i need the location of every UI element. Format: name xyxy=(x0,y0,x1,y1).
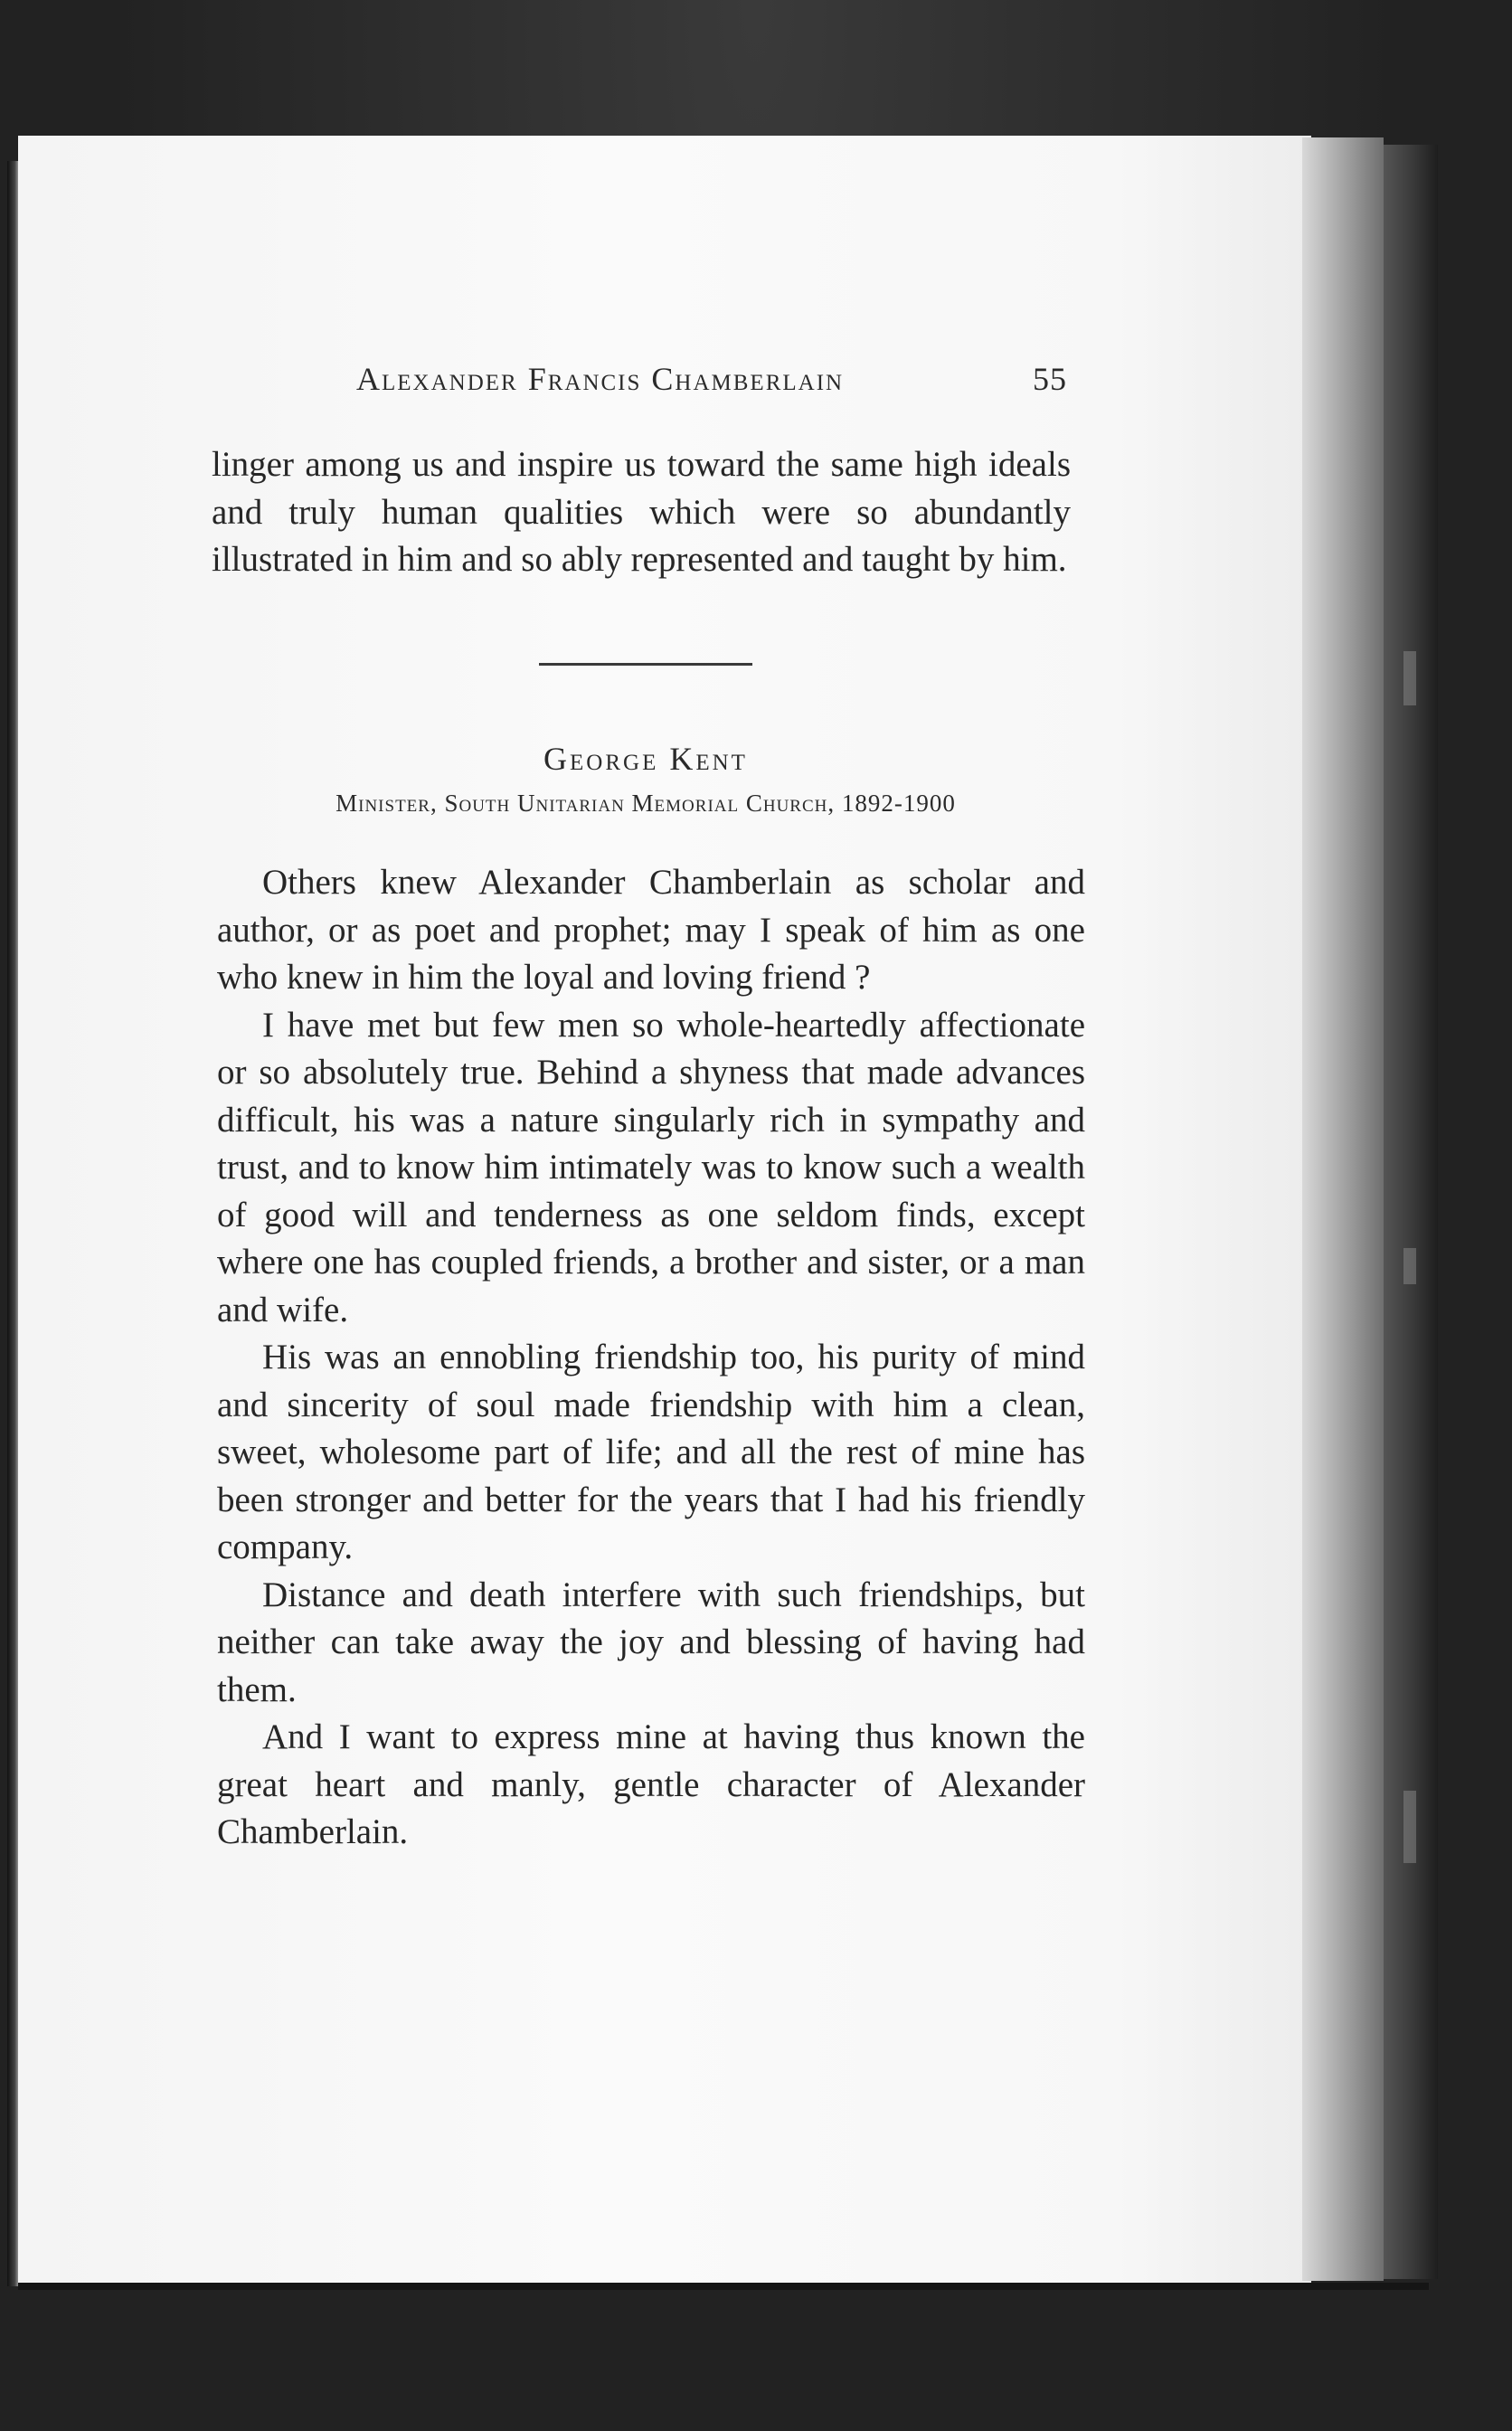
section-body xyxy=(217,859,1085,1857)
page-gutter xyxy=(1302,137,1384,2281)
spine-mark xyxy=(1403,1248,1416,1284)
body-paragraph: His was an ennobling friendship too, his purity of mind and sincerity of soul made friendship with him a clean, sweet, wholesome part of life; and all the rest of mine has been stronger and better for the years that I had his friendly company. xyxy=(217,1338,1085,1566)
section-divider xyxy=(539,663,752,666)
body-paragraph: I have met but few men so whole-heartedly affectionate or so absolutely true. Behind a shyness that made advances difficult, his was a nature singularly rich in sympathy and trust, and to know him intimately was to know such a wealth of good will and tenderness as one seldom finds, except where one has coupled friends, a brother and sister, or a man and wife. xyxy=(217,1005,1085,1329)
body-paragraph: And I want to express mine at having thus known the great heart and manly, gentle character of Alexander Chamberlain. xyxy=(217,1717,1085,1851)
body-paragraph: Distance and death interfere with such friendships, but neither can take away the joy and blessing of having had them. xyxy=(217,1575,1085,1709)
book-spine xyxy=(1384,145,1438,2279)
body-paragraph: Others knew Alexander Chamberlain as scholar and author, or as poet and prophet; may I speak of him as one who knew in him the loyal and loving friend ? xyxy=(217,863,1085,997)
page-header xyxy=(212,360,1067,411)
running-title: Alexander Francis Chamberlain xyxy=(356,361,845,397)
continuation-text: linger among us and inspire us toward the same high ideals and truly human qualities which were so abundantly illustrated in him and so ably represented and taught by him. xyxy=(212,445,1071,579)
section-author: George Kent xyxy=(543,741,748,777)
page-number: 55 xyxy=(1033,361,1067,397)
spine-mark xyxy=(1403,1791,1416,1863)
spine-mark xyxy=(1403,651,1416,705)
page-bottom-edge xyxy=(18,2283,1429,2290)
continuation-paragraph xyxy=(212,441,1071,584)
section-author-role: Minister, South Unitarian Memorial Church, 1892-1900 xyxy=(335,790,956,817)
